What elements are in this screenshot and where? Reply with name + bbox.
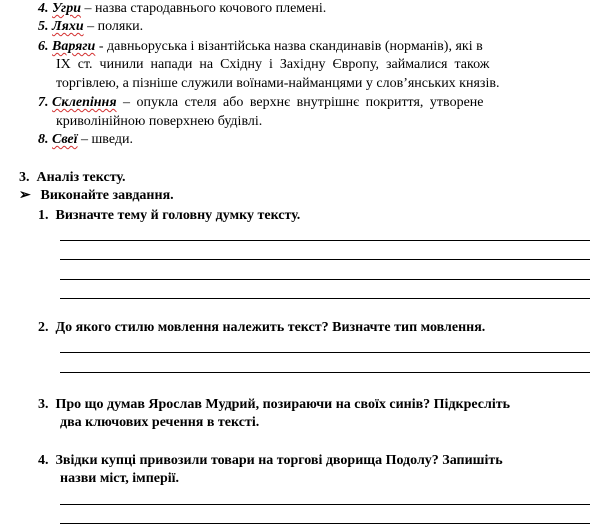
item-number: 6.	[38, 39, 49, 54]
glossary-definition: – шведи.	[77, 132, 133, 147]
glossary-item-7	[38, 95, 484, 111]
answer-line[interactable]	[60, 352, 590, 353]
question-number: 4.	[38, 453, 49, 468]
answer-line[interactable]	[60, 279, 590, 280]
glossary-item-6-line-2: IX ст. чинили напади на Східну і Західну Європу, займалися також	[56, 57, 490, 72]
glossary-item-6-line-3: торгівлею, а пізніше служили воїнами-найманцями у слов’янських князів.	[56, 76, 500, 91]
question-number: 3.	[38, 397, 49, 412]
question-4	[38, 453, 503, 469]
answer-line[interactable]	[60, 372, 590, 373]
task-title: Виконайте завдання.	[40, 188, 174, 203]
item-number: 5.	[38, 19, 49, 34]
glossary-term: Угри	[52, 1, 81, 16]
glossary-item-8	[38, 132, 133, 148]
glossary-term: Ляхи	[52, 19, 84, 34]
glossary-item-6	[38, 39, 483, 55]
item-number: 4.	[38, 1, 49, 16]
question-text: Звідки купці привозили товари на торгові дворища Подолу? Запишіть	[55, 453, 503, 468]
item-number: 8.	[38, 132, 49, 147]
glossary-term: Склепіння	[52, 95, 117, 110]
question-1	[38, 208, 300, 224]
answer-line[interactable]	[60, 259, 590, 260]
glossary-item-5	[38, 19, 143, 35]
task-heading	[19, 188, 174, 204]
question-3-line-2: два ключових речення в тексті.	[60, 415, 260, 430]
answer-line[interactable]	[60, 240, 590, 241]
question-4-line-2: назви міст, імперії.	[60, 471, 180, 486]
question-text: Про що думав Ярослав Мудрий, позираючи на своїх синів? Підкресліть	[55, 397, 511, 412]
section-title: Аналіз тексту.	[36, 170, 126, 185]
question-text: Визначте тему й головну думку тексту.	[55, 208, 301, 223]
glossary-definition: – опукла стеля або верхнє внутрішнє покриття, утворене	[116, 95, 484, 110]
question-number: 2.	[38, 320, 49, 335]
section-number: 3.	[19, 170, 30, 185]
item-number: 7.	[38, 95, 49, 110]
question-text: До якого стилю мовлення належить текст? Визначте тип мовлення.	[55, 320, 486, 335]
glossary-definition: – поляки.	[83, 19, 144, 34]
answer-line[interactable]	[60, 504, 590, 505]
glossary-term: Варяги	[52, 39, 96, 54]
answer-line[interactable]	[60, 298, 590, 299]
glossary-term: Свеї	[52, 132, 78, 147]
arrow-bullet-icon: ➢	[19, 188, 31, 203]
glossary-definition: – назва стародавнього кочового племені.	[81, 1, 327, 16]
section-heading	[19, 170, 125, 186]
glossary-definition: - давньоруська і візантійська назва скандинавів (норманів), які в	[95, 39, 483, 54]
glossary-item-4	[38, 1, 326, 17]
answer-line[interactable]	[60, 523, 590, 524]
glossary-item-7-line-2: криволінійною поверхнею будівлі.	[56, 114, 263, 129]
question-number: 1.	[38, 208, 49, 223]
question-3	[38, 397, 510, 413]
question-2	[38, 320, 485, 336]
